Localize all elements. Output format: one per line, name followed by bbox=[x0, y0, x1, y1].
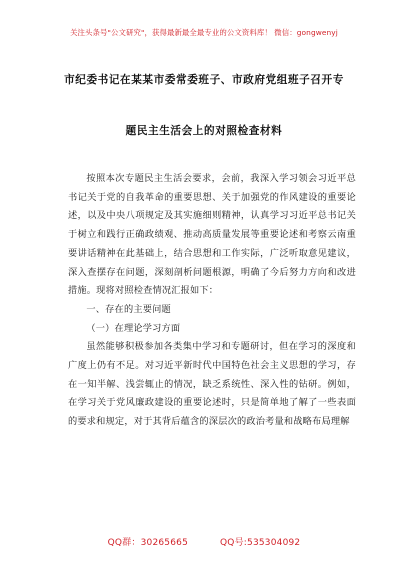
header-banner bbox=[0, 0, 408, 60]
document-title-line-1: 市纪委书记在某某市委常委班子、市政府党组班子召开专 bbox=[64, 74, 344, 86]
intro-paragraph: 按照本次专题民主生活会要求，会前，我深入学习领会习近平总书记关于党的自我革命的重要思想、关于加强党的作风建设的重要论述，以及中央八项规定及其实施细则精神，认真学习习近平总书记关于树立和践行正确政绩观、推动高质量发展等重要论述和考察云南重要讲话精神在此基础上，结合思想和工作实际，广泛听取意见建议，深入查摆存在问题，深刻剖析问题根源，明确了今后努力方向和改进措施。现将对照检查情况汇报如下： bbox=[68, 173, 356, 297]
subsection-heading: （一）在理论学习方面 bbox=[86, 322, 181, 334]
section-heading: 一、存在的主要问题 bbox=[86, 303, 171, 315]
footer-qq-contact: QQ号:535304092 bbox=[220, 538, 301, 548]
banner-text: 关注头条号"公文研究"，获得最新最全最专业的公文资料库！ 微信：gongwenyj bbox=[70, 27, 338, 37]
footer-qq-group: QQ群：30265665 bbox=[107, 538, 189, 548]
document-title-line-2: 题民主生活会上的对照检查材料 bbox=[125, 125, 283, 137]
body-paragraph: 虽然能够积极参加各类集中学习和专题研讨，但在学习的深度和广度上仍有不足。对习近平新时代中国特色社会主义思想的学习，存在一知半解、浅尝辄止的情况，缺乏系统性、深入性的钻研。例如，在学习关于党风廉政建设的重要论述时，只是简单地了解了一些表面的要求和规定，对于其背后蕴含的深层次的政治考量和战略布局理解 bbox=[68, 341, 356, 428]
document-body bbox=[68, 170, 356, 432]
footer bbox=[0, 535, 408, 548]
